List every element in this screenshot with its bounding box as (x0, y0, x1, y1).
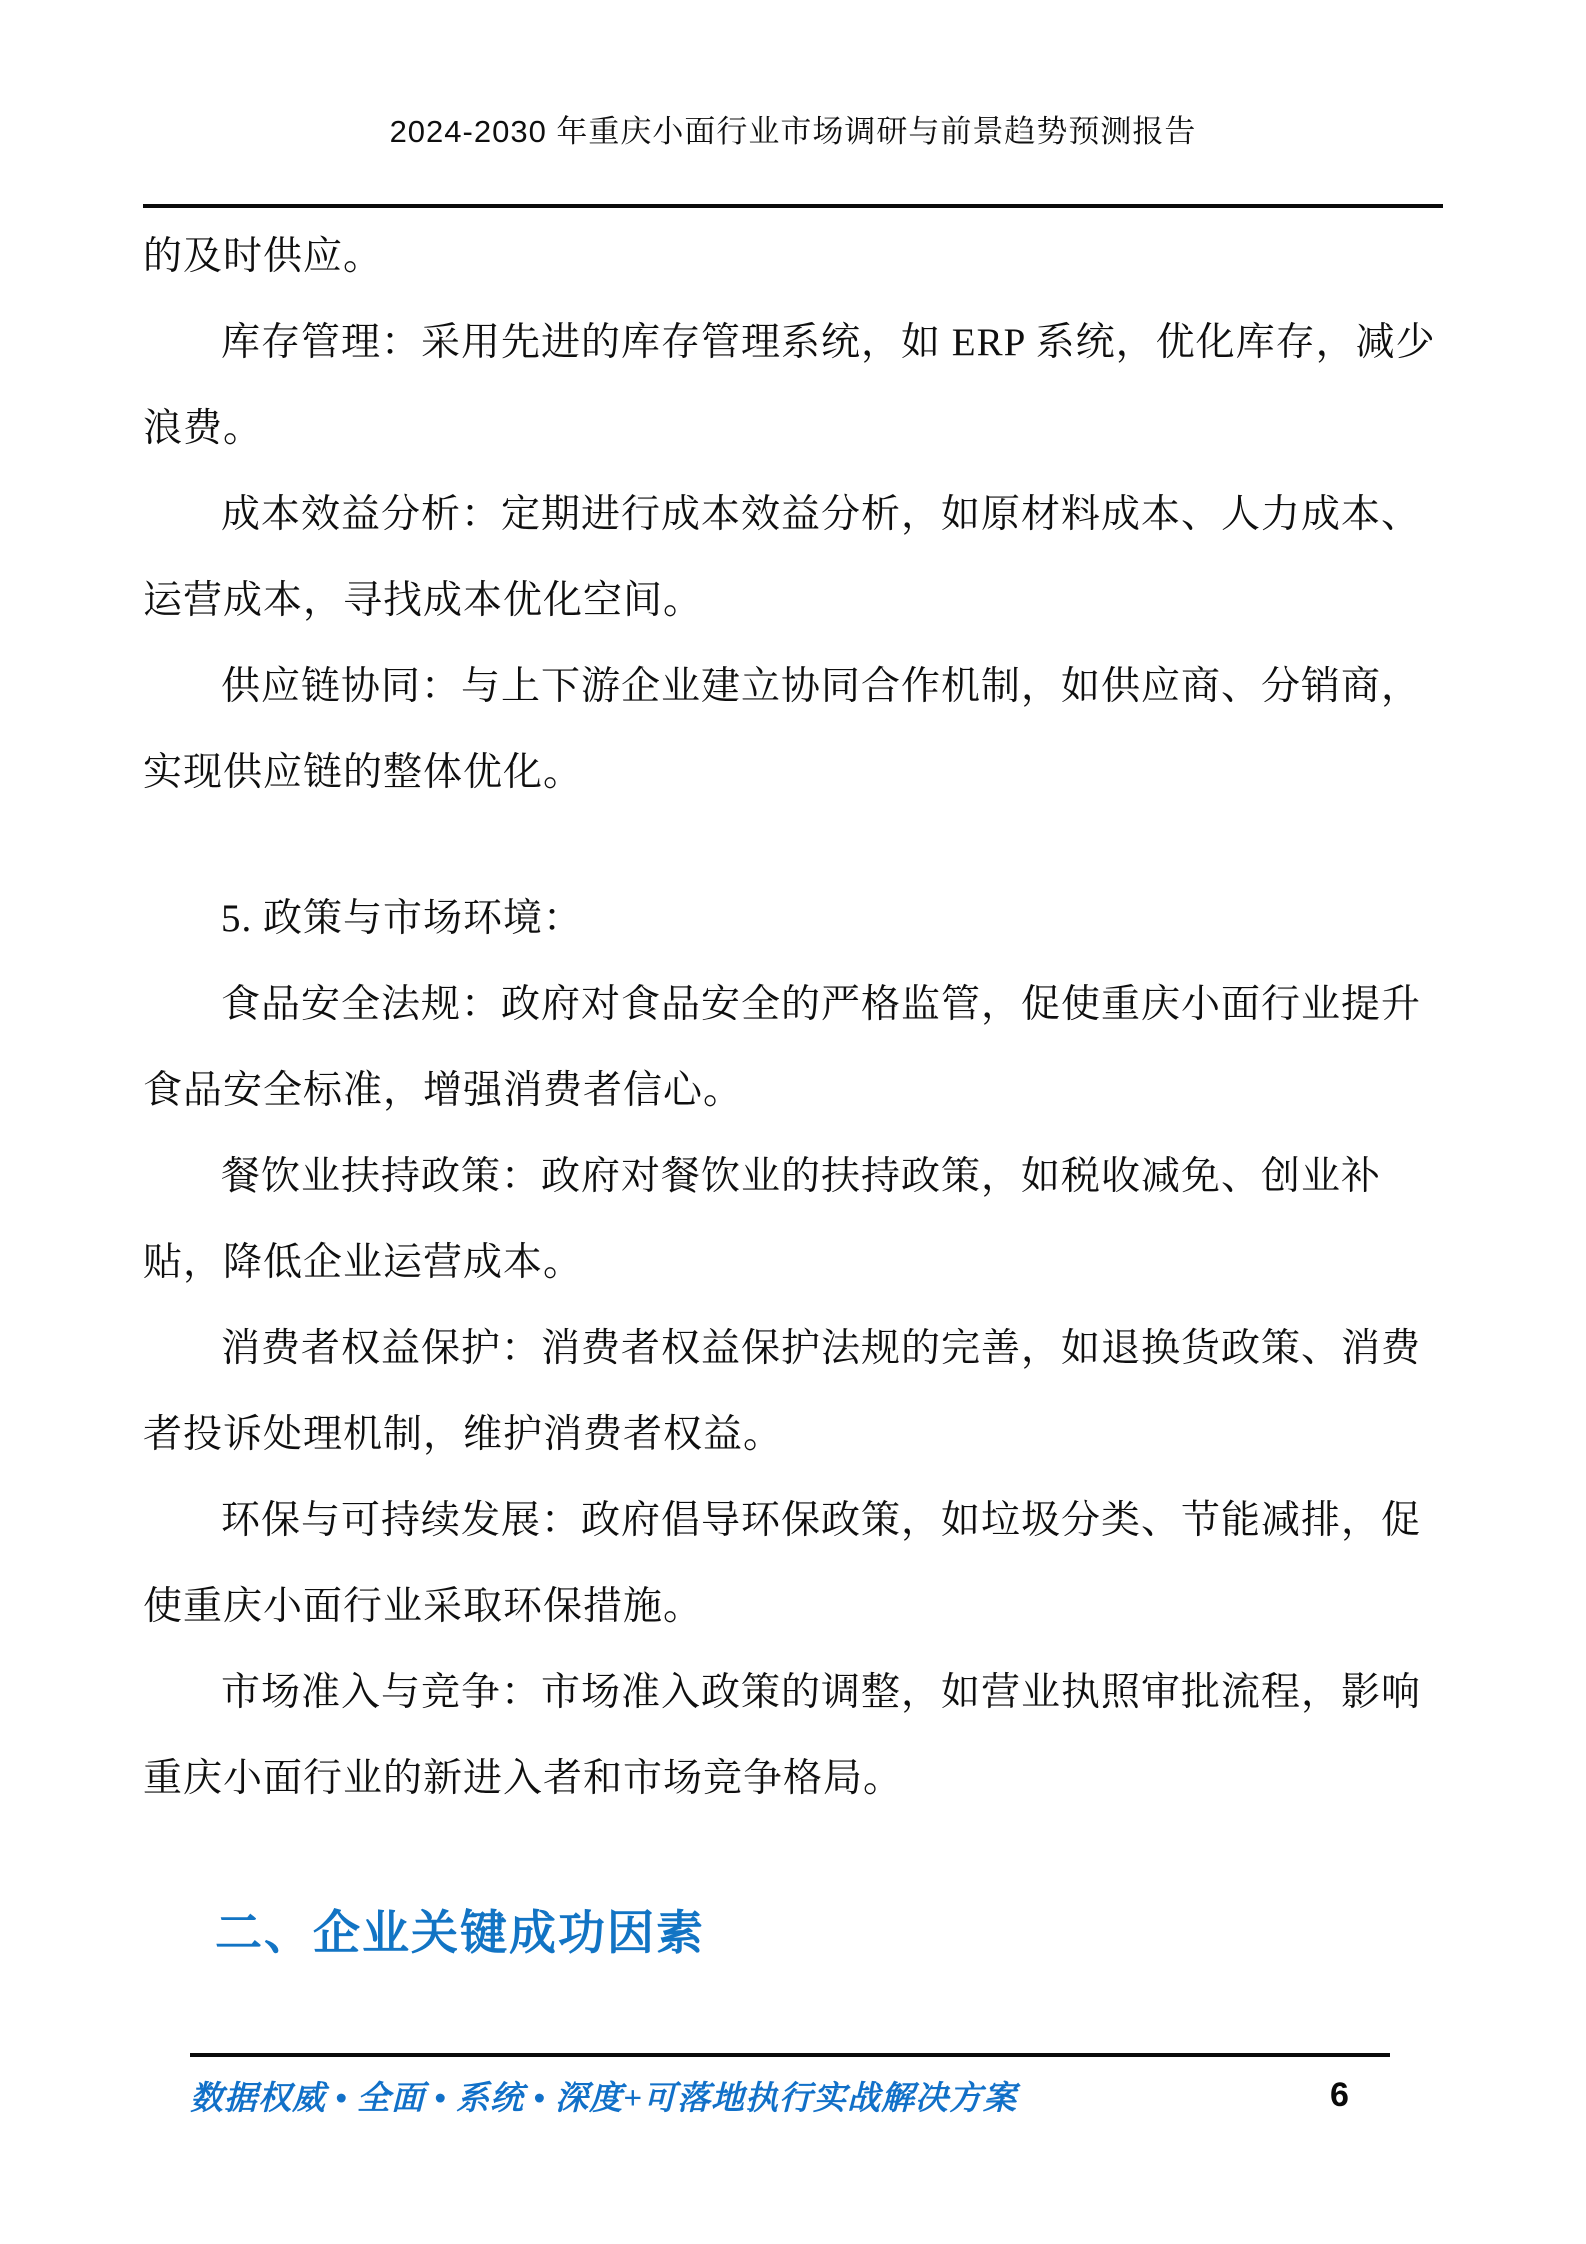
body-line: 浪费。 (143, 407, 264, 450)
footer-divider (190, 2053, 1390, 2057)
footer-tagline: 数据权威 • 全面 • 系统 • 深度+可落地执行实战解决方案 (190, 2081, 1017, 2117)
page-header-title: 2024-2030 年重庆小面行业市场调研与前景趋势预测报告 (389, 114, 1197, 149)
body-line: 食品安全标准，增强消费者信心。 (143, 1069, 744, 1112)
body-line: 市场准入与竞争：市场准入政策的调整，如营业执照审批流程，影响 (221, 1671, 1422, 1714)
body-line: 重庆小面行业的新进入者和市场竞争格局。 (143, 1757, 904, 1800)
body-line: 成本效益分析：定期进行成本效益分析，如原材料成本、人力成本、 (221, 493, 1422, 536)
body-line: 的及时供应。 (143, 235, 384, 278)
body-line: 贴，降低企业运营成本。 (143, 1241, 584, 1284)
body-line: 者投诉处理机制，维护消费者权益。 (143, 1413, 784, 1456)
header-divider (143, 204, 1443, 208)
body-line: 餐饮业扶持政策：政府对餐饮业的扶持政策，如税收减免、创业补 (221, 1155, 1382, 1198)
page-number: 6 (1330, 2076, 1349, 2114)
body-line-section-number: 5. 政策与市场环境： (221, 897, 584, 940)
body-line: 实现供应链的整体优化。 (143, 751, 584, 794)
body-line: 运营成本，寻找成本优化空间。 (143, 579, 704, 622)
section-heading: 二、企业关键成功因素 (215, 1906, 705, 1959)
body-line: 供应链协同：与上下游企业建立协同合作机制，如供应商、分销商， (221, 665, 1422, 708)
body-text-block (143, 210, 1443, 1818)
body-line: 环保与可持续发展：政府倡导环保政策，如垃圾分类、节能减排，促 (221, 1499, 1422, 1542)
body-line: 消费者权益保护：消费者权益保护法规的完善，如退换货政策、消费 (221, 1327, 1422, 1370)
body-line: 食品安全法规：政府对食品安全的严格监管，促使重庆小面行业提升 (221, 983, 1422, 1026)
body-line: 使重庆小面行业采取环保措施。 (143, 1585, 704, 1628)
body-line: 库存管理：采用先进的库存管理系统，如 ERP 系统，优化库存，减少 (221, 321, 1436, 364)
